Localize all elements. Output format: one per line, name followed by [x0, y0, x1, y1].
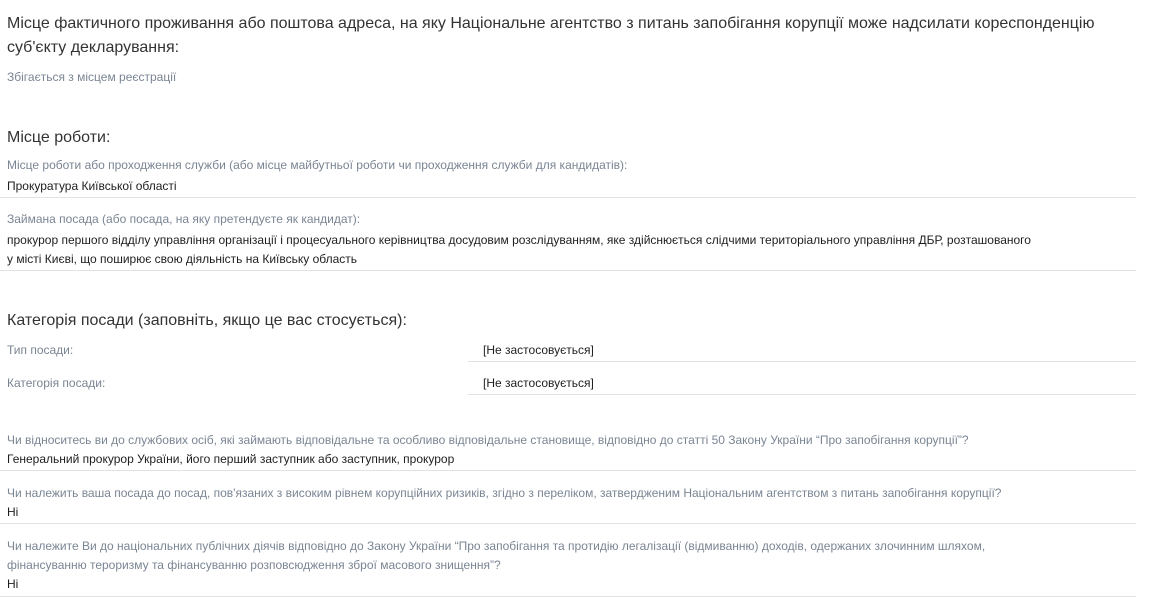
position-category-label: Категорія посади: [7, 376, 106, 390]
position-value-line1: прокурор першого відділу управління організації і процесуального керівництва досудовим розслідуванням, яке здійснюється слідчими територіального управління ДБР, розташованого [7, 233, 1031, 247]
divider [0, 197, 1136, 198]
address-heading-line2: суб'єкту декларування: [7, 39, 180, 56]
position-type-label: Тип посади: [7, 343, 74, 357]
corruption-risk-question: Чи належить ваша посада до посад, пов'язаних з високим рівнем корупційних ризиків, згідно з переліком, затвердженим Національним агентством з питань запобігання корупції? [7, 486, 1002, 500]
address-heading-line1: Місце фактичного проживання або поштова адреса, на яку Національне агентство з питань запобігання корупції може надсилати кореспонденцію [7, 15, 1095, 32]
position-label: Займана посада (або посада, на яку претендуєте як кандидат): [7, 212, 361, 226]
pep-answer: Ні [7, 577, 19, 591]
responsible-position-question: Чи відноситесь ви до службових осіб, які займають відповідальне та особливо відповідальне становище, відповідно до статті 50 Закону України “Про запобігання корупції”? [7, 433, 969, 447]
category-heading: Категорія посади (заповніть, якщо це вас стосується): [7, 312, 407, 329]
divider [468, 394, 1136, 395]
address-note: Збігається з місцем реєстрації [7, 70, 177, 84]
divider [0, 470, 1136, 471]
pep-question-line1: Чи належите Ви до національних публічних діячів відповідно до Закону України “Про запобігання та протидію легалізації (відмиванню) доходів, одержаних злочинним шляхом, [7, 539, 986, 553]
work-heading: Місце роботи: [7, 129, 111, 146]
divider [0, 270, 1136, 271]
workplace-value: Прокуратура Київської області [7, 179, 177, 193]
divider [468, 361, 1136, 362]
pep-question-line2: фінансуванню тероризму та фінансуванню розповсюдження зброї масового знищення”? [7, 558, 501, 572]
position-value-line2: у місті Києві, що поширює свою діяльність на Київську область [7, 252, 357, 266]
workplace-label: Місце роботи або проходження служби (або місце майбутньої роботи чи проходження служби для кандидатів): [7, 158, 628, 172]
responsible-position-answer: Генеральний прокурор України, його перший заступник або заступник, прокурор [7, 452, 455, 466]
position-type-value: [Не застосовується] [483, 343, 594, 357]
divider [0, 523, 1136, 524]
divider [0, 596, 1136, 597]
position-category-value: [Не застосовується] [483, 376, 594, 390]
corruption-risk-answer: Ні [7, 505, 19, 519]
